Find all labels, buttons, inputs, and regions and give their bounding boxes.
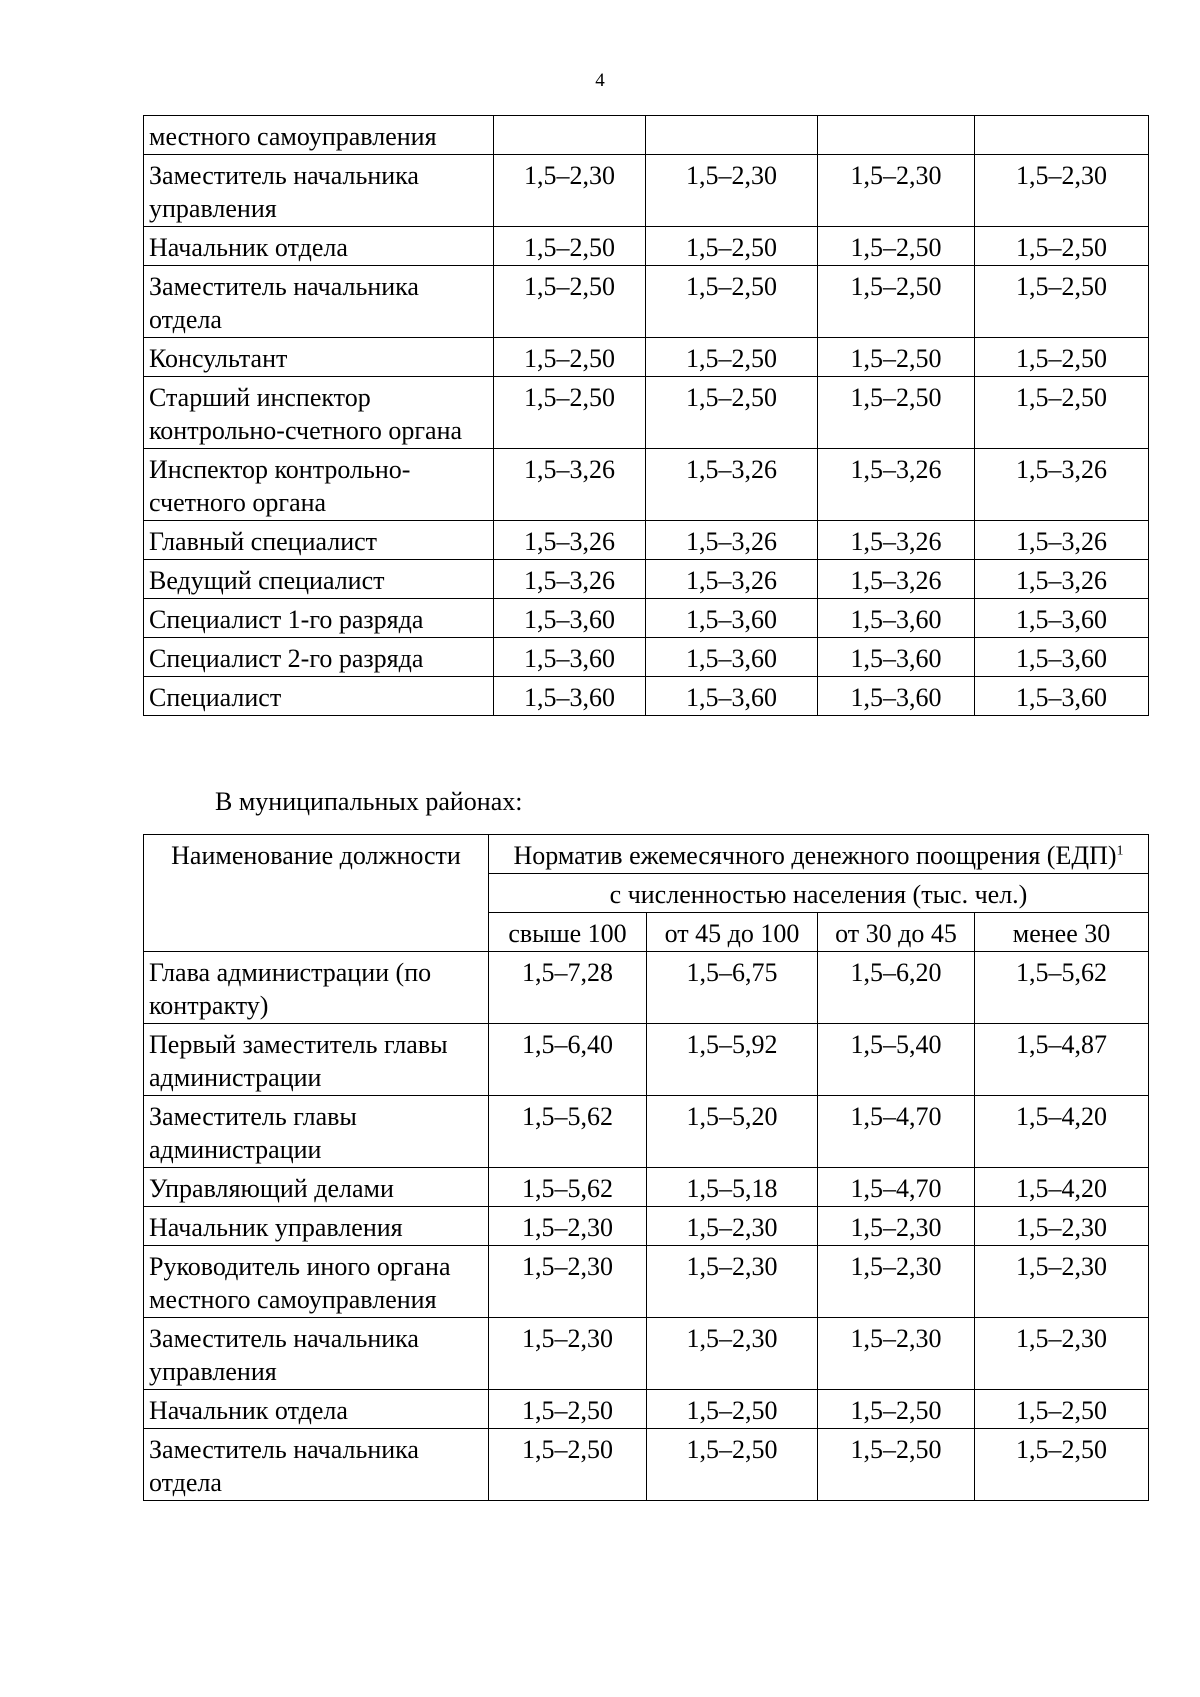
norm-value-cell: 1,5–2,50 <box>494 266 646 338</box>
table-row <box>144 116 1149 155</box>
norm-value-cell: 1,5–4,87 <box>975 1024 1149 1096</box>
position-name-cell: Заместитель начальника отдела <box>144 266 494 338</box>
norm-value-cell: 1,5–2,50 <box>489 1390 647 1429</box>
norm-value-cell: 1,5–2,30 <box>975 155 1149 227</box>
table-row <box>144 155 1149 227</box>
position-name-cell: Специалист <box>144 677 494 716</box>
norm-value-cell: 1,5–2,50 <box>975 338 1149 377</box>
norm-value-cell: 1,5–2,30 <box>647 1246 818 1318</box>
norm-value-cell: 1,5–2,50 <box>647 1429 818 1501</box>
table-row <box>144 638 1149 677</box>
table-body <box>144 116 1149 716</box>
position-name-cell: Глава администрации (по контракту) <box>144 952 489 1024</box>
table-row <box>144 1024 1149 1096</box>
position-name-cell: Специалист 1-го разряда <box>144 599 494 638</box>
norm-value-cell: 1,5–3,26 <box>646 449 818 521</box>
norm-value-cell: 1,5–2,50 <box>494 227 646 266</box>
position-name-cell: Заместитель начальника отдела <box>144 1429 489 1501</box>
norm-value-cell: 1,5–2,30 <box>647 1318 818 1390</box>
norm-value-cell <box>818 116 975 155</box>
norm-value-cell: 1,5–3,26 <box>818 521 975 560</box>
norm-value-cell: 1,5–2,30 <box>975 1318 1149 1390</box>
norm-value-cell: 1,5–2,50 <box>646 227 818 266</box>
header-population-title: с численностью населения (тыс. чел.) <box>489 874 1149 913</box>
norm-value-cell: 1,5–2,50 <box>489 1429 647 1501</box>
page-number: 4 <box>595 70 605 91</box>
table-row <box>144 266 1149 338</box>
table-row <box>144 599 1149 638</box>
table-header <box>144 835 1149 952</box>
norm-value-cell: 1,5–5,62 <box>489 1096 647 1168</box>
norm-value-cell: 1,5–2,50 <box>818 266 975 338</box>
norm-value-cell <box>646 116 818 155</box>
section-heading: В муниципальных районах: <box>215 787 523 816</box>
header-norm-title-text: Норматив ежемесячного денежного поощрения (ЕДП) <box>513 841 1117 870</box>
norm-value-cell: 1,5–6,20 <box>818 952 975 1024</box>
norm-value-cell: 1,5–6,40 <box>489 1024 647 1096</box>
position-name-cell: Начальник управления <box>144 1207 489 1246</box>
norm-value-cell: 1,5–3,60 <box>975 638 1149 677</box>
header-population-group: от 45 до 100 <box>647 913 818 952</box>
norm-value-cell: 1,5–2,50 <box>975 227 1149 266</box>
norm-value-cell: 1,5–2,50 <box>646 266 818 338</box>
norm-value-cell: 1,5–3,60 <box>975 599 1149 638</box>
position-name-cell: Управляющий делами <box>144 1168 489 1207</box>
position-name-cell: Консультант <box>144 338 494 377</box>
norm-value-cell: 1,5–2,30 <box>818 155 975 227</box>
header-norm-title <box>489 835 1149 874</box>
norm-value-cell: 1,5–3,60 <box>818 599 975 638</box>
norm-value-cell: 1,5–3,26 <box>975 449 1149 521</box>
norm-value-cell: 1,5–2,30 <box>818 1246 975 1318</box>
position-name-cell: Заместитель начальника управления <box>144 155 494 227</box>
norm-value-cell: 1,5–5,62 <box>975 952 1149 1024</box>
norm-value-cell: 1,5–3,26 <box>818 449 975 521</box>
table-row <box>144 1246 1149 1318</box>
norm-value-cell: 1,5–3,60 <box>818 677 975 716</box>
norm-value-cell: 1,5–2,30 <box>975 1207 1149 1246</box>
table-row <box>144 1168 1149 1207</box>
table-body <box>144 952 1149 1501</box>
position-name-cell: местного самоуправления <box>144 116 494 155</box>
table-row <box>144 1429 1149 1501</box>
norm-value-cell: 1,5–2,50 <box>975 1390 1149 1429</box>
position-name-cell: Первый заместитель главы администрации <box>144 1024 489 1096</box>
header-row <box>144 835 1149 874</box>
table-row <box>144 449 1149 521</box>
position-name-cell: Руководитель иного органа местного самоуправления <box>144 1246 489 1318</box>
norm-value-cell: 1,5–3,26 <box>975 521 1149 560</box>
norm-value-cell: 1,5–5,18 <box>647 1168 818 1207</box>
norm-value-cell: 1,5–2,30 <box>489 1318 647 1390</box>
norm-value-cell: 1,5–2,50 <box>818 1390 975 1429</box>
table-row <box>144 1318 1149 1390</box>
position-name-cell: Инспектор контрольно-счетного органа <box>144 449 494 521</box>
norm-value-cell: 1,5–2,30 <box>489 1246 647 1318</box>
table-row <box>144 377 1149 449</box>
norm-value-cell: 1,5–7,28 <box>489 952 647 1024</box>
norm-value-cell: 1,5–2,50 <box>975 377 1149 449</box>
norm-value-cell: 1,5–3,60 <box>494 638 646 677</box>
norm-value-cell: 1,5–2,50 <box>494 338 646 377</box>
norm-value-cell: 1,5–2,50 <box>818 1429 975 1501</box>
norm-value-cell: 1,5–3,60 <box>494 677 646 716</box>
position-name-cell: Специалист 2-го разряда <box>144 638 494 677</box>
position-name-cell: Заместитель начальника управления <box>144 1318 489 1390</box>
norm-value-cell: 1,5–3,26 <box>975 560 1149 599</box>
norm-value-cell: 1,5–2,50 <box>975 1429 1149 1501</box>
norm-value-cell: 1,5–2,50 <box>646 338 818 377</box>
norm-value-cell: 1,5–3,60 <box>646 677 818 716</box>
header-position-col: Наименование должности <box>144 835 489 952</box>
position-name-cell: Заместитель главы администрации <box>144 1096 489 1168</box>
norm-value-cell: 1,5–3,26 <box>494 449 646 521</box>
norm-value-cell: 1,5–3,26 <box>818 560 975 599</box>
table-row <box>144 952 1149 1024</box>
position-name-cell: Начальник отдела <box>144 1390 489 1429</box>
header-population-group: менее 30 <box>975 913 1149 952</box>
norm-value-cell: 1,5–2,50 <box>647 1390 818 1429</box>
norm-value-cell: 1,5–5,40 <box>818 1024 975 1096</box>
norm-value-cell: 1,5–2,50 <box>494 377 646 449</box>
norm-value-cell <box>494 116 646 155</box>
norm-value-cell: 1,5–2,30 <box>494 155 646 227</box>
table-row <box>144 227 1149 266</box>
norm-value-cell: 1,5–3,60 <box>975 677 1149 716</box>
norm-value-cell: 1,5–3,26 <box>494 560 646 599</box>
norm-value-cell: 1,5–3,26 <box>494 521 646 560</box>
norm-value-cell: 1,5–4,20 <box>975 1168 1149 1207</box>
norm-value-cell: 1,5–2,30 <box>489 1207 647 1246</box>
norm-value-cell <box>975 116 1149 155</box>
table-row <box>144 521 1149 560</box>
norm-value-cell: 1,5–2,50 <box>818 377 975 449</box>
norm-value-cell: 1,5–2,30 <box>818 1318 975 1390</box>
norm-value-cell: 1,5–2,30 <box>646 155 818 227</box>
positions-table-districts <box>143 834 1149 1501</box>
table-row <box>144 1096 1149 1168</box>
norm-value-cell: 1,5–4,20 <box>975 1096 1149 1168</box>
norm-value-cell: 1,5–2,50 <box>975 266 1149 338</box>
norm-value-cell: 1,5–2,30 <box>647 1207 818 1246</box>
norm-value-cell: 1,5–5,92 <box>647 1024 818 1096</box>
table-row <box>144 560 1149 599</box>
norm-value-cell: 1,5–5,20 <box>647 1096 818 1168</box>
header-population-group: от 30 до 45 <box>818 913 975 952</box>
norm-value-cell: 1,5–2,50 <box>818 338 975 377</box>
norm-value-cell: 1,5–2,50 <box>818 227 975 266</box>
position-name-cell: Старший инспектор контрольно-счетного органа <box>144 377 494 449</box>
table-row <box>144 1207 1149 1246</box>
norm-value-cell: 1,5–3,60 <box>646 638 818 677</box>
norm-value-cell: 1,5–4,70 <box>818 1096 975 1168</box>
table-row <box>144 677 1149 716</box>
norm-value-cell: 1,5–6,75 <box>647 952 818 1024</box>
norm-value-cell: 1,5–3,26 <box>646 521 818 560</box>
norm-value-cell: 1,5–2,30 <box>975 1246 1149 1318</box>
position-name-cell: Начальник отдела <box>144 227 494 266</box>
position-name-cell: Ведущий специалист <box>144 560 494 599</box>
position-name-cell: Главный специалист <box>144 521 494 560</box>
norm-value-cell: 1,5–2,30 <box>818 1207 975 1246</box>
positions-table-continued <box>143 115 1149 716</box>
norm-value-cell: 1,5–5,62 <box>489 1168 647 1207</box>
norm-value-cell: 1,5–3,26 <box>646 560 818 599</box>
norm-value-cell: 1,5–3,60 <box>494 599 646 638</box>
norm-value-cell: 1,5–3,60 <box>646 599 818 638</box>
table-row <box>144 1390 1149 1429</box>
header-population-group: свыше 100 <box>489 913 647 952</box>
footnote-marker: 1 <box>1116 843 1124 859</box>
norm-value-cell: 1,5–4,70 <box>818 1168 975 1207</box>
norm-value-cell: 1,5–2,50 <box>646 377 818 449</box>
norm-value-cell: 1,5–3,60 <box>818 638 975 677</box>
table-row <box>144 338 1149 377</box>
